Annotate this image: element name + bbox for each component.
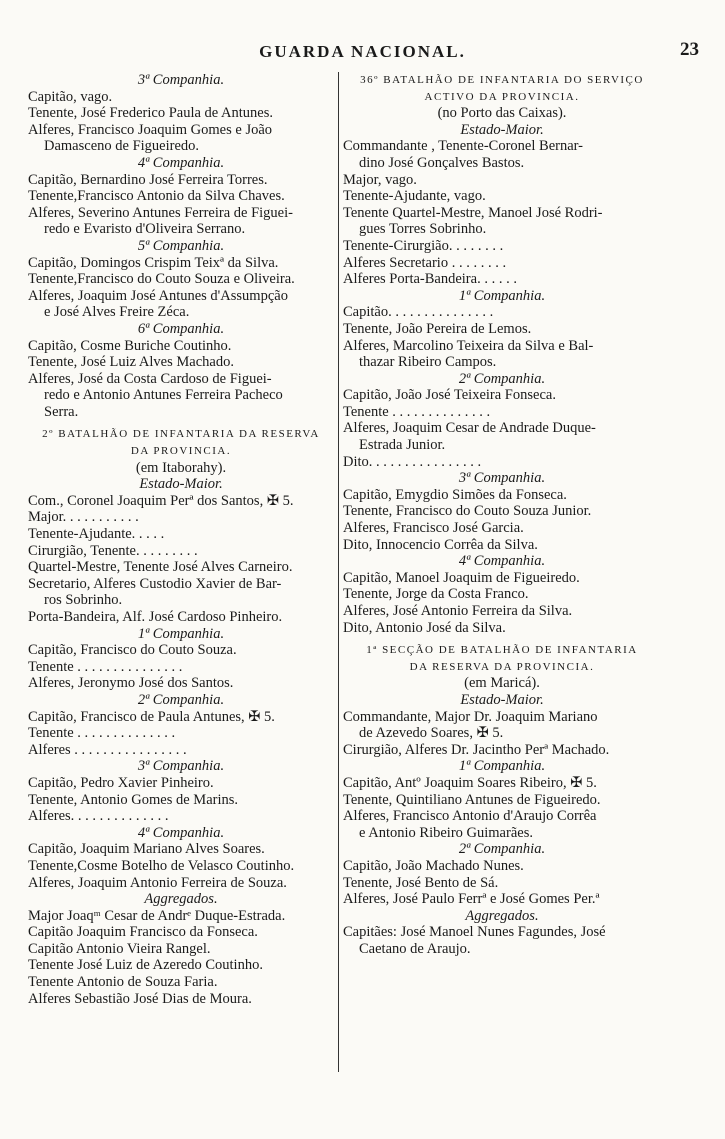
subsection-heading: Estado-Maior. xyxy=(460,691,544,708)
text-line: Tenente, Francisco do Couto Souza Junior. xyxy=(343,503,592,520)
subsection-heading: 6ª Companhia. xyxy=(137,320,225,337)
text-line: Tenente, Jorge da Costa Franco. xyxy=(343,586,529,603)
text-line: Tenente . . . . . . . . . . . . . . xyxy=(343,403,491,420)
text-line: Alferes, Jeronymo José dos Santos. xyxy=(28,675,234,692)
text-line: Dito, Innocencio Corrêa da Silva. xyxy=(343,536,538,553)
text-line: Alferes, Severino Antunes Ferreira de Figuei- xyxy=(28,204,293,221)
text-line: Commandante , Tenente-Coronel Bernar- xyxy=(343,138,584,155)
text-line: Capitão, Bernardino José Ferreira Torres. xyxy=(28,171,268,188)
text-line: Alferes, Joaquim Cesar de Andrade Duque- xyxy=(343,420,596,437)
text-line: Major. . . . . . . . . . . xyxy=(28,509,139,526)
left-column xyxy=(28,72,334,1007)
text-line: Major, vago. xyxy=(343,171,417,188)
page-title: GUARDA NACIONAL. xyxy=(259,42,466,61)
text-line: Tenente José Luiz de Azeredo Coutinho. xyxy=(28,957,263,974)
text-line: Alferes, José Antonio Ferreira da Silva. xyxy=(343,603,573,619)
subsection-heading: 2ª Companhia. xyxy=(458,841,546,858)
text-line: Capitão, João José Teixeira Fonseca. xyxy=(343,387,556,404)
text-line: Alferes Secretario . . . . . . . . xyxy=(343,254,507,271)
subsection-heading: Aggregados. xyxy=(144,891,218,908)
text-line: Alferes, José da Costa Cardoso de Figuei- xyxy=(28,370,272,387)
text-line: Tenente Antonio de Souza Faria. xyxy=(28,974,218,991)
text-line: Capitão, Manoel Joaquim de Figueiredo. xyxy=(343,569,580,586)
subsection-heading: 4ª Companhia. xyxy=(137,154,225,171)
text-line: Cirurgião, Alferes Dr. Jacintho Perª Machado. xyxy=(343,741,610,758)
column-divider xyxy=(338,72,339,1072)
subsection-heading: 2ª Companhia. xyxy=(137,691,225,708)
subsection-heading: 4ª Companhia. xyxy=(458,553,546,570)
text-line: Alferes . . . . . . . . . . . . . . . . xyxy=(28,741,187,758)
text-line: Tenente . . . . . . . . . . . . . . . xyxy=(28,658,183,675)
subsection-heading: 2ª Companhia. xyxy=(458,370,546,387)
text-line: Capitão, Pedro Xavier Pinheiro. xyxy=(28,774,214,791)
text-line: Estrada Junior. xyxy=(359,437,446,454)
text-line: Alferes, José Paulo Ferrª e José Gomes Per.ª xyxy=(343,891,600,908)
section-heading: DA PROVINCIA. xyxy=(130,445,232,458)
subsection-heading: 3ª Companhia. xyxy=(137,758,225,775)
text-line: Tenente,Francisco Antonio da Silva Chaves. xyxy=(28,188,285,205)
subsection-heading: 4ª Companhia. xyxy=(137,824,225,841)
text-line: Commandante, Major Dr. Joaquim Mariano xyxy=(343,708,598,725)
subsection-heading: 3ª Companhia. xyxy=(137,72,225,88)
text-line: Capitão Joaquim Francisco da Fonseca. xyxy=(28,924,258,941)
text-line: Capitão, Cosme Buriche Coutinho. xyxy=(28,337,232,354)
text-line: Tenente-Ajudante. . . . . xyxy=(28,526,165,543)
text-line: Capitão, Joaquim Mariano Alves Soares. xyxy=(28,841,265,858)
text-line: Cirurgião, Tenente. . . . . . . . . xyxy=(28,542,198,559)
text-line: Capitão, Emygdio Simões da Fonseca. xyxy=(343,486,567,503)
section-heading: 36º BATALHÃO DE INFANTARIA DO SERVIÇO xyxy=(360,74,644,86)
section-heading: DA RESERVA DA PROVINCIA. xyxy=(409,660,595,673)
text-line: Capitão, Antº Joaquim Soares Ribeiro, ✠ 5. xyxy=(343,774,597,791)
section-heading: 2º BATALHÃO DE INFANTARIA DA RESERVA xyxy=(42,428,320,441)
text-line: Alferes, Francisco Antonio d'Araujo Corrêa xyxy=(343,808,597,825)
text-line: Alferes. . . . . . . . . . . . . . xyxy=(28,808,169,825)
text-line: Tenente, José Frederico Paula de Antunes. xyxy=(28,105,274,122)
text-line: Alferes, Francisco Joaquim Gomes e João xyxy=(28,121,273,138)
text-line: Alferes Sebastião José Dias de Moura. xyxy=(28,990,252,1007)
subsection-heading: Aggregados. xyxy=(465,907,539,924)
text-line: Serra. xyxy=(44,403,79,420)
text-line: Tenente, Antonio Gomes de Marins. xyxy=(28,791,239,808)
subsection-heading: 5ª Companhia. xyxy=(137,237,225,254)
subsection-heading: Estado-Maior. xyxy=(460,121,544,138)
subsection-heading: Estado-Maior. xyxy=(139,476,223,493)
text-line: Dito. . . . . . . . . . . . . . . . xyxy=(343,453,482,470)
text-line: Dito, Antonio José da Silva. xyxy=(343,619,506,636)
text-line: Tenente, José Bento de Sá. xyxy=(343,874,499,891)
text-line: Caetano de Araujo. xyxy=(359,940,471,957)
text-line: Damasceno de Figueiredo. xyxy=(44,138,200,155)
text-line: (no Porto das Caixas). xyxy=(437,105,567,122)
text-line: Com., Coronel Joaquim Perª dos Santos, ✠ 5. xyxy=(28,492,294,509)
text-line: (em Itaborahy). xyxy=(135,459,227,476)
text-line: Porta-Bandeira, Alf. José Cardoso Pinheiro. xyxy=(28,609,283,625)
text-line: ros Sobrinho. xyxy=(44,592,123,609)
text-line: gues Torres Sobrinho. xyxy=(359,221,487,238)
text-line: Alferes, Joaquim José Antunes d'Assumpção xyxy=(28,287,288,304)
text-line: redo e Antonio Antunes Ferreira Pacheco xyxy=(44,387,283,404)
text-line: Alferes Porta-Bandeira. . . . . . xyxy=(343,271,517,288)
text-line: (em Maricá). xyxy=(464,675,540,692)
subsection-heading: 3ª Companhia. xyxy=(458,470,546,487)
text-line: de Azevedo Soares, ✠ 5. xyxy=(359,725,504,742)
text-line: redo e Evaristo d'Oliveira Serrano. xyxy=(44,221,246,238)
text-line: thazar Ribeiro Campos. xyxy=(359,354,497,371)
text-line: e Antonio Ribeiro Guimarães. xyxy=(359,824,533,841)
page-header xyxy=(0,39,725,66)
text-line: Quartel-Mestre, Tenente José Alves Carneiro. xyxy=(28,559,293,576)
text-line: Capitão, Francisco do Couto Souza. xyxy=(28,642,237,659)
text-line: Capitão, João Machado Nunes. xyxy=(343,857,524,874)
text-line: Tenente,Francisco do Couto Souza e Oliveira. xyxy=(28,271,295,288)
text-line: Tenente, José Luiz Alves Machado. xyxy=(28,354,234,371)
text-line: Alferes, Joaquim Antonio Ferreira de Souza. xyxy=(28,874,287,891)
text-line: Secretario, Alferes Custodio Xavier de Bar- xyxy=(28,575,282,592)
text-line: Capitão, Francisco de Paula Antunes, ✠ 5. xyxy=(28,708,275,725)
section-heading: ACTIVO DA PROVINCIA. xyxy=(424,90,580,103)
text-line: Capitão, Domingos Crispim Teixª da Silva. xyxy=(28,254,279,271)
text-line: Tenente-Cirurgião. . . . . . . . xyxy=(343,237,504,254)
right-column xyxy=(343,72,661,957)
text-line: Capitão, vago. xyxy=(28,88,113,105)
page-number: 23 xyxy=(680,39,699,60)
text-line: Tenente . . . . . . . . . . . . . . xyxy=(28,725,176,742)
text-line: Alferes, Francisco José Garcia. xyxy=(343,520,524,537)
text-line: Tenente,Cosme Botelho de Velasco Coutinho. xyxy=(28,857,295,874)
text-line: Major Joaqᵐ Cesar de Andrᵉ Duque-Estrada. xyxy=(28,907,286,924)
subsection-heading: 1ª Companhia. xyxy=(137,625,225,642)
text-line: Capitães: José Manoel Nunes Fagundes, José xyxy=(343,924,606,941)
text-line: Capitão Antonio Vieira Rangel. xyxy=(28,940,211,957)
text-line: e José Alves Freire Zéca. xyxy=(44,304,190,321)
text-line: Alferes, Marcolino Teixeira da Silva e Bal- xyxy=(343,337,594,354)
text-line: Tenente, Quintiliano Antunes de Figueiredo. xyxy=(343,791,601,808)
text-line: dino José Gonçalves Bastos. xyxy=(359,154,525,171)
text-line: Tenente Quartel-Mestre, Manoel José Rodri- xyxy=(343,204,603,221)
subsection-heading: 1ª Companhia. xyxy=(458,287,546,304)
section-heading: 1ª SECÇÃO DE BATALHÃO DE INFANTARIA xyxy=(366,644,638,657)
text-line: Tenente, João Pereira de Lemos. xyxy=(343,320,532,337)
text-line: Tenente-Ajudante, vago. xyxy=(343,188,486,205)
subsection-heading: 1ª Companhia. xyxy=(458,758,546,775)
text-line: Capitão. . . . . . . . . . . . . . . xyxy=(343,304,494,321)
